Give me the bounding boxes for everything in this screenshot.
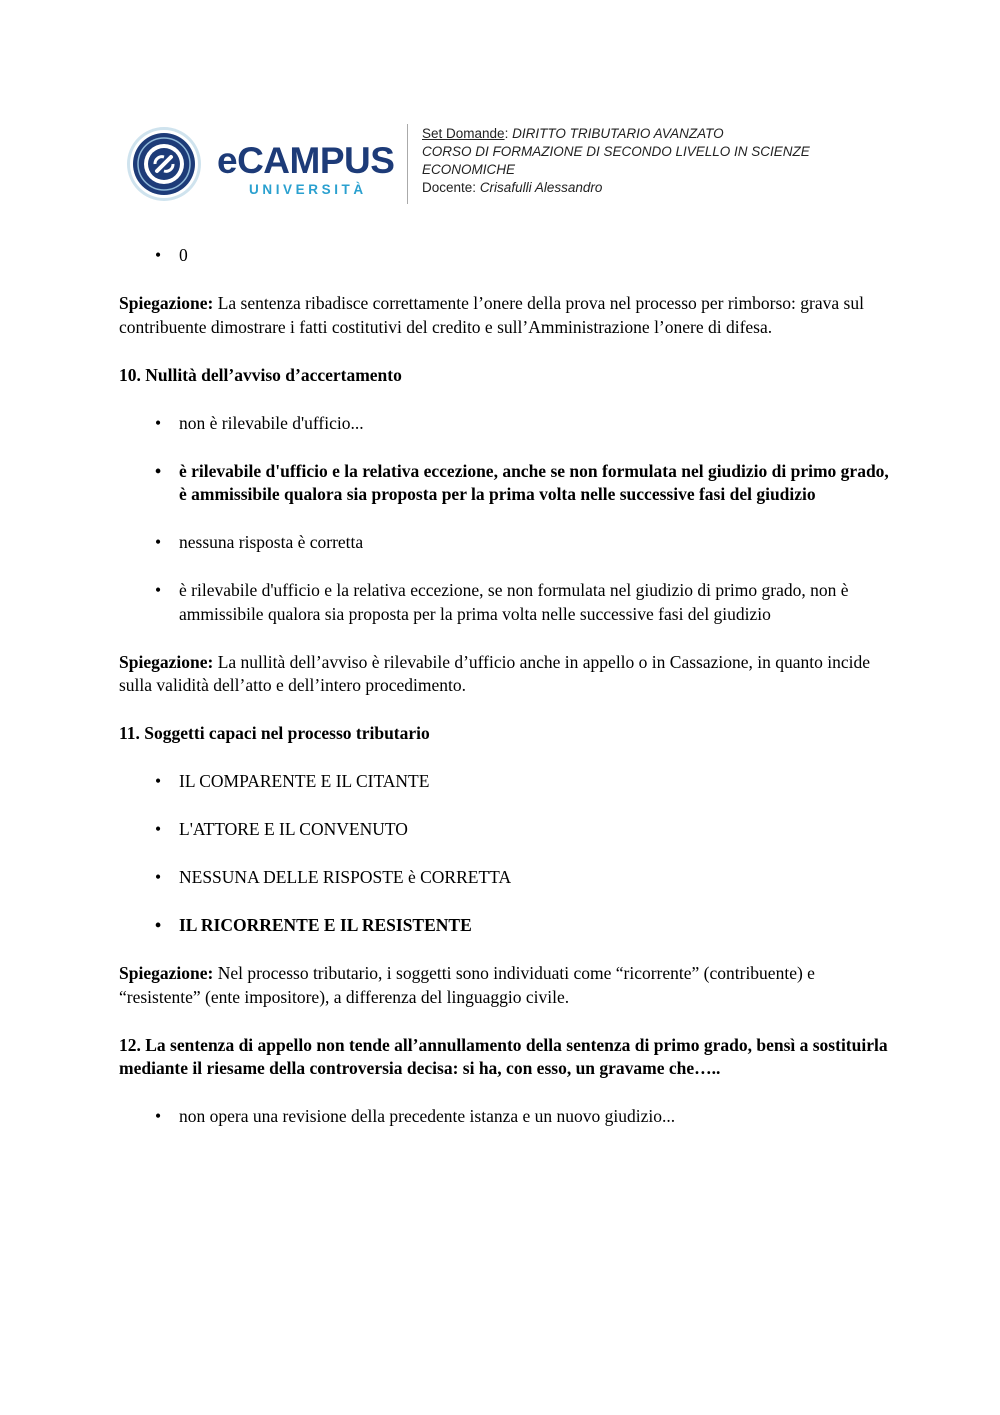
ecampus-logo-text [217, 142, 394, 197]
set-domande-line: Set Domande: DIRITTO TRIBUTARIO AVANZATO [422, 126, 724, 141]
explanation-q9 [119, 292, 889, 339]
answer-option: • NESSUNA DELLE RISPOSTE è CORRETTA [119, 866, 889, 890]
answer-option-correct: • IL RICORRENTE E IL RESISTENTE [119, 914, 889, 938]
course-line-1: CORSO DI FORMAZIONE DI SECONDO LIVELLO IN SCIENZE [422, 144, 810, 159]
logo-wordmark: eCAMPUS [217, 140, 395, 181]
q11-options-c [119, 866, 889, 890]
explanation-text: La sentenza ribadisce correttamente l’onere della prova nel processo per rimborso: grava sul contribuente dimostrare i fatti costitutivi del credito e sull’Amministrazione l’onere di difesa. [119, 293, 864, 337]
answer-option: • è rilevabile d'ufficio e la relativa eccezione, se non formulata nel giudizio di primo grado, non è ammissibile qualora sia proposta per la prima volta nelle successive fasi del giudizio [119, 579, 889, 626]
question-title-12: 12. La sentenza di appello non tende all’annullamento della sentenza di primo grado, bensì a sostituirla mediante il riesame della controversia decisa: si ha, con esso, un gravame che….. [119, 1034, 888, 1078]
teacher-label: Docente: [422, 180, 477, 195]
explanation-label: Spiegazione: [119, 651, 214, 672]
teacher-value: Crisafulli Alessandro [479, 180, 603, 195]
logo-subtitle: UNIVERSITÀ [249, 182, 367, 197]
answer-option: • non opera una revisione della precedente istanza e un nuovo giudizio... [119, 1105, 889, 1129]
answer-option: • non è rilevabile d'ufficio... [119, 412, 889, 436]
q11-options-b [119, 818, 889, 842]
q9-options-tail [119, 244, 889, 268]
header-info [422, 125, 882, 197]
teacher-line [422, 179, 882, 197]
explanation-q11 [119, 962, 889, 1009]
explanation-label: Spiegazione: [119, 293, 214, 313]
question-title-10: 10. Nullità dell’avviso d’accertamento [119, 364, 402, 385]
q11-options-d [119, 914, 889, 938]
answer-option: • nessuna risposta è corretta [119, 531, 889, 555]
answer-option: • IL COMPARENTE E IL CITANTE [119, 770, 889, 794]
explanation-text: Nel processo tributario, i soggetti sono individuati come “ricorrente” (contribuente) e “resistente” (ente impositore), a differenza del linguaggio civile. [119, 963, 815, 1007]
explanation-label: Spiegazione: [119, 963, 214, 983]
q10-options-d [119, 579, 889, 626]
q11-options [119, 770, 889, 794]
document-header [124, 122, 884, 206]
answer-option: • L'ATTORE E IL CONVENUTO [119, 818, 889, 842]
explanation-text: La nullità dell’avviso è rilevabile d’ufficio anche in appello o in Cassazione, in quanto incide sulla validità dell’atto e dell’intero procedimento. [119, 651, 871, 695]
q12-options [119, 1105, 889, 1129]
course-line-2: ECONOMICHE [422, 162, 516, 177]
explanation-q10 [119, 651, 889, 698]
header-divider [407, 124, 408, 204]
question-title-11: 11. Soggetti capaci nel processo tributario [119, 723, 430, 743]
set-value: DIRITTO TRIBUTARIO AVANZATO [512, 126, 724, 141]
answer-option-correct: • è rilevabile d'ufficio e la relativa eccezione, anche se non formulata nel giudizio di primo grado, è ammissibile qualora sia proposta per la prima volta nelle successive fasi del giudizio [119, 460, 889, 507]
document-body [119, 244, 889, 1129]
answer-option: • 0 [119, 244, 889, 268]
set-label: Set Domande [422, 126, 505, 141]
q10-options-b [119, 460, 889, 507]
q10-options-c [119, 531, 889, 555]
ecampus-logo-badge-icon [124, 126, 204, 202]
q10-options [119, 412, 889, 436]
